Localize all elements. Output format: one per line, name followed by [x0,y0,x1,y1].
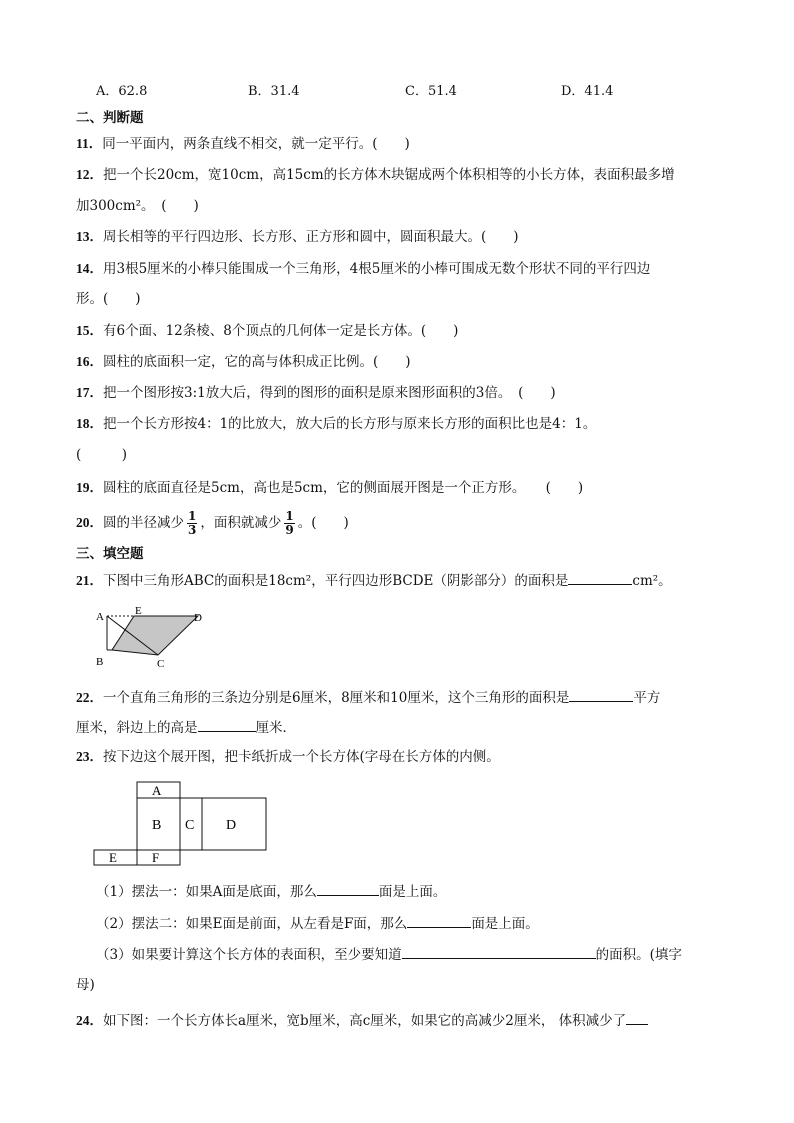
question-text: 把一个长方形按4：1的比放大，放大后的长方形与原来长方形的面积比也是4：1。 [103,416,597,432]
fraction-numerator: 1 [188,509,197,523]
question-number: 16． [76,354,103,369]
question-text: 周长相等的平行四边形、长方形、正方形和圆中，圆面积最大。( ) [103,229,519,245]
shaded-parallelogram-bcde [112,616,198,655]
question-23 [76,748,500,766]
question-22-continued [76,718,296,737]
question-text: 同一平面内，两条直线不相交，就一定平行。( ) [102,136,410,152]
question-text: 有6个面、12条棱、8个顶点的几何体一定是长方体。( ) [103,323,459,339]
question-18 [76,415,596,433]
section-title-judgement: 二、判断题 [76,110,144,126]
label-a: A [96,611,104,623]
question-number: 24． [76,1013,103,1028]
sub-question-text: （3）如果要计算这个长方体的表面积，至少要知道 [96,947,402,963]
sub-question-text: 面是上面。 [378,884,447,900]
answer-blank[interactable] [407,914,471,928]
question-23-sub3-continued: 母) [76,977,95,993]
question-11 [76,135,410,153]
question-text: 下图中三角形ABC的面积是18cm²，平行四边形BCDE（阴影部分）的面积是 [103,573,569,589]
option-d: D．41.4 [561,84,614,99]
answer-blank-area[interactable] [569,688,633,702]
question-text: 圆柱的底面直径是5cm，高也是5cm，它的侧面展开图是一个正方形。 ( ) [103,480,584,496]
label-c: C [157,658,165,670]
question-24 [76,1011,648,1030]
question-12-continued: 加300cm²。 ( ) [76,198,199,214]
question-number: 15． [76,323,103,338]
fraction-numerator: 1 [285,509,294,523]
parallelogram-figure [90,603,220,673]
question-20 [76,510,349,537]
fraction-denominator: 3 [188,523,197,537]
fraction-denominator: 9 [285,523,294,537]
question-text: 厘米，斜边上的高是 [76,720,198,736]
net-label-f: F [152,850,160,865]
question-text-pre: 圆的半径减少 [103,515,184,531]
question-text: 按下边这个展开图，把卡纸折成一个长方体(字母在长方体的内侧。 [103,749,500,765]
question-number: 21． [76,573,103,588]
label-b: B [96,656,104,668]
question-text: 圆柱的底面积一定，它的高与体积成正比例。( ) [103,354,411,370]
question-text: 把一个图形按3:1放大后，得到的图形的面积是原来图形面积的3倍。 ( ) [103,385,556,401]
question-number: 23． [76,749,103,764]
question-number: 12． [76,167,103,182]
question-number: 11． [76,136,103,151]
sub-question-text: （2）摆法二：如果E面是前面，从左看是F面，那么 [96,916,408,932]
net-label-d: D [226,818,237,833]
net-label-c: C [185,818,195,833]
question-text: 用3根5厘米的小棒只能围成一个三角形，4根5厘米的小棒可围成无数个形状不同的平行四边 [103,261,651,277]
question-13 [76,228,519,246]
question-15 [76,322,458,340]
answer-blank[interactable] [568,571,632,585]
option-b: B．31.4 [248,84,300,99]
unit-label: 厘米． [255,720,296,736]
sub-question-text: 的面积。(填字 [595,947,682,963]
question-23-sub2 [96,914,539,933]
question-14-continued: 形。( ) [76,291,141,307]
question-14 [76,260,650,278]
net-label-e: E [109,850,117,865]
answer-blank-height[interactable] [198,718,256,732]
question-text-post: 。( ) [297,515,349,531]
cuboid-net-figure [92,780,272,868]
question-text: 一个直角三角形的三条边分别是6厘米，8厘米和10厘米，这个三角形的面积是 [103,690,570,706]
unit-label: 平方 [633,690,661,706]
net-label-a: A [152,783,162,798]
fraction-one-third [187,510,197,537]
label-d: D [194,612,202,624]
question-text: 把一个长20cm，宽10cm，高15cm的长方体木块锯成两个体积相等的小长方体，表面积最多增 [103,167,675,183]
question-19 [76,479,583,497]
sub-question-text: （1）摆法一：如果A面是底面，那么 [96,884,317,900]
option-c: C．51.4 [405,84,457,99]
answer-blank[interactable] [626,1011,648,1025]
section-title-fill-in: 三、填空题 [76,546,144,562]
option-a: A．62.8 [96,84,148,99]
net-label-b: B [152,818,162,833]
question-23-sub3 [96,945,682,964]
question-23-sub1 [96,882,446,901]
question-number: 18． [76,416,103,431]
answer-blank[interactable] [402,945,596,959]
question-text-mid: ，面积就减少 [200,515,282,531]
question-22 [76,688,660,707]
question-number: 20． [76,515,103,530]
question-number: 22． [76,690,103,705]
question-18-continued: ( ) [76,447,128,463]
sub-question-text: 面是上面。 [471,916,539,932]
question-text: 如下图：一个长方体长a厘米，宽b厘米，高c厘米，如果它的高减少2厘米， 体积减少了 [103,1013,627,1029]
question-21 [76,571,672,590]
question-12 [76,166,675,184]
question-16 [76,353,411,371]
question-number: 19． [76,480,103,495]
question-number: 17． [76,385,103,400]
question-17 [76,384,556,402]
question-number: 14． [76,261,103,276]
unit-label: cm²。 [632,573,672,589]
fraction-one-ninth [284,510,294,537]
label-e: E [135,605,142,617]
question-number: 13． [76,229,103,244]
answer-blank[interactable] [317,882,379,896]
